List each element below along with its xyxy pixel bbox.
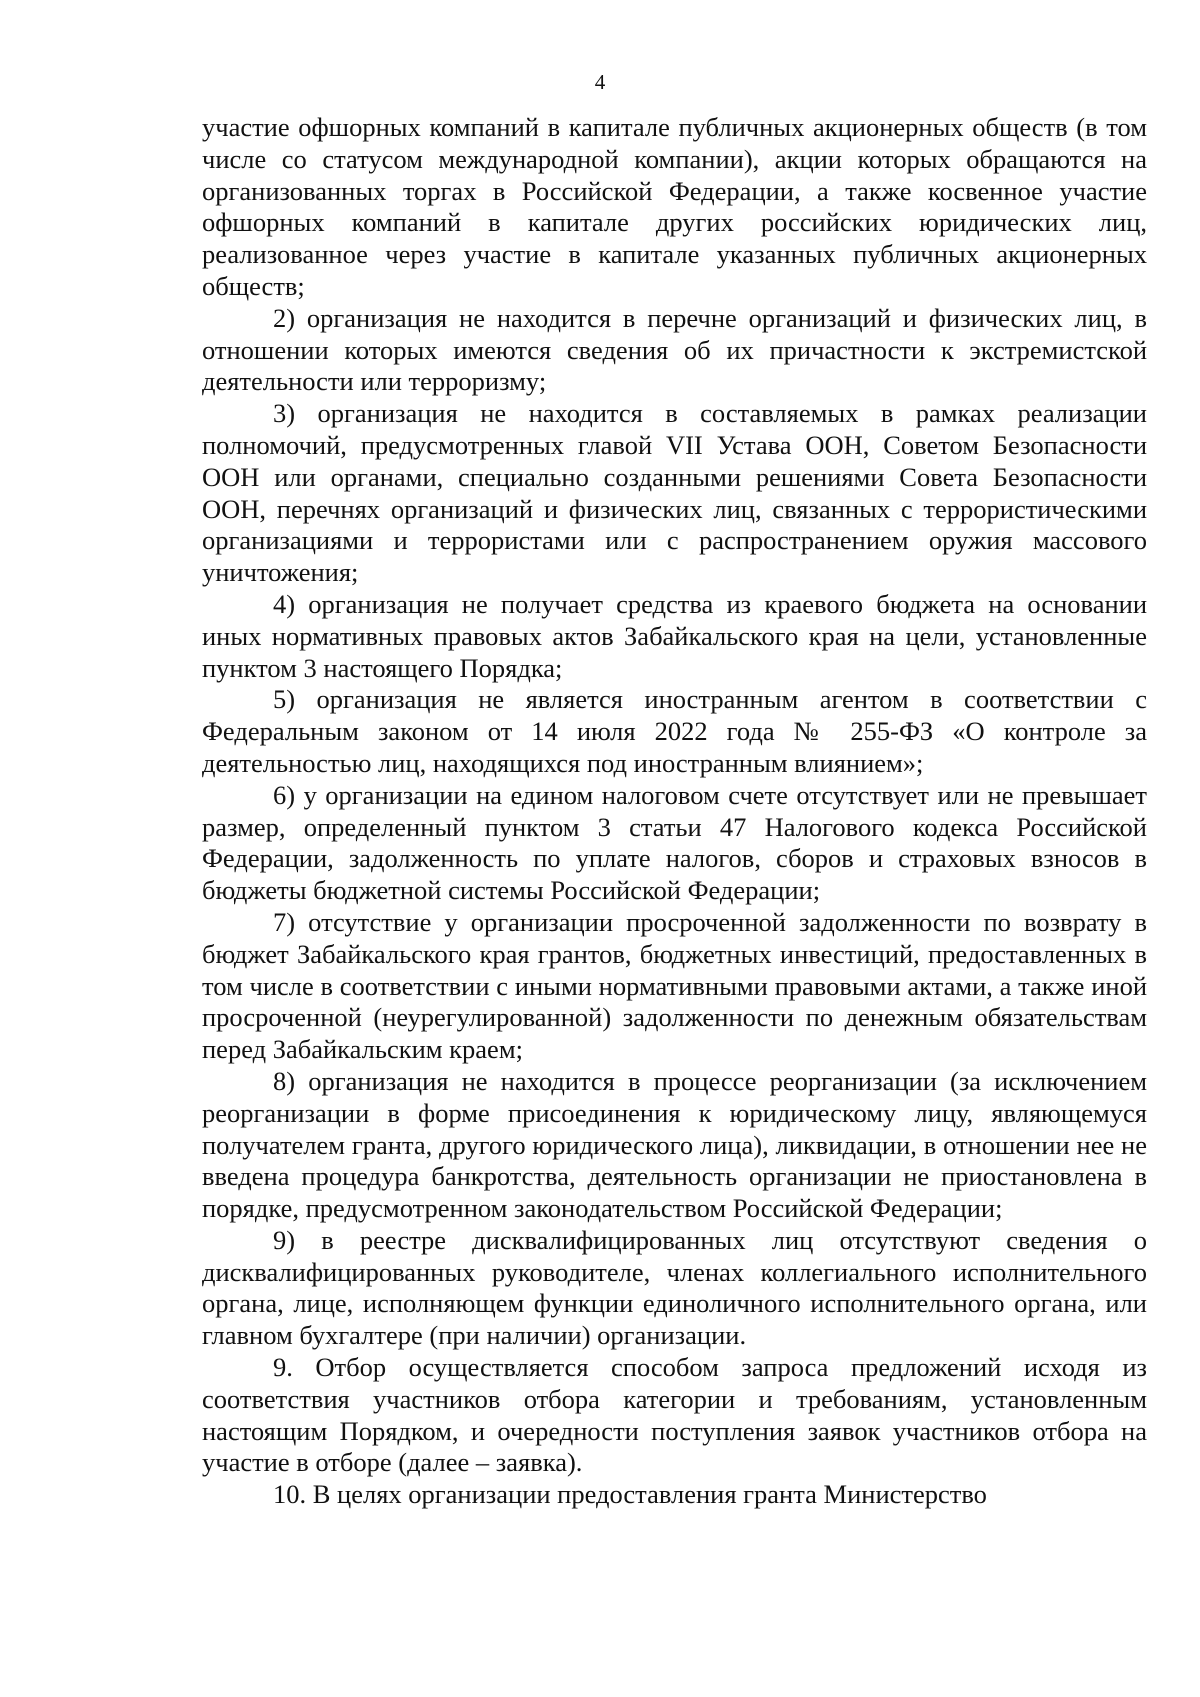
paragraph-item-9: 9) в реестре дисквалифицированных лиц отсутствуют сведения о дисквалифицированных руководителе, членах коллегиального исполнительного органа, лице, исполняющем функции единоличного исполнительного органа, или главном бухгалтере (при наличии) организации. — [202, 1224, 1147, 1351]
paragraph-item-3: 3) организация не находится в составляемых в рамках реализации полномочий, предусмотренных главой VII Устава ООН, Советом Безопасности ООН или органами, специально созданными решениями Совета Безопасности ООН, перечнях организаций и физических лиц, связанных с террористическими организациями и террористами или с распространением оружия массового уничтожения; — [202, 398, 1147, 588]
paragraph-item-8: 8) организация не находится в процессе реорганизации (за исключением реорганизации в форме присоединения к юридическому лицу, являющемуся получателем гранта, другого юридического лица), ликвидации, в отношении нее не введена процедура банкротства, деятельность организации не приостановлена в порядке, предусмотренном законодательством Российской Федерации; — [202, 1065, 1147, 1224]
paragraph-section-9: 9. Отбор осуществляется способом запроса предложений исходя из соответствия участников отбора категории и требованиям, установленным настоящим Порядком, и очередности поступления заявок участников отбора на участие в отборе (далее – заявка). — [202, 1352, 1147, 1478]
document-body — [202, 112, 1147, 1511]
paragraph-item-5: 5) организация не является иностранным агентом в соответствии с Федеральным законом от 14 июля 2022 года № 255-ФЗ «О контроле за деятельностью лиц, находящихся под иностранным влиянием»; — [202, 684, 1147, 778]
paragraph-item-7: 7) отсутствие у организации просроченной задолженности по возврату в бюджет Забайкальского края грантов, бюджетных инвестиций, предоставленных в том числе в соответствии с иными нормативными правовыми актами, а также иной просроченной (неурегулированной) задолженности по денежным обязательствам перед Забайкальским краем; — [202, 906, 1147, 1065]
paragraph-item-2: 2) организация не находится в перечне организаций и физических лиц, в отношении которых имеются сведения об их причастности к экстремистской деятельности или терроризму; — [202, 302, 1147, 397]
paragraph-item-4: 4) организация не получает средства из краевого бюджета на основании иных нормативных правовых актов Забайкальского края на цели, установленные пунктом 3 настоящего Порядка; — [202, 588, 1147, 683]
page-number: 4 — [594, 70, 606, 94]
paragraph-item-6: 6) у организации на едином налоговом счете отсутствует или не превышает размер, определенный пунктом 3 статьи 47 Налогового кодекса Российской Федерации, задолженность по уплате налогов, сборов и страховых взносов в бюджеты бюджетной системы Российской Федерации; — [202, 779, 1147, 906]
paragraph-offshore-participation: участие офшорных компаний в капитале публичных акционерных обществ (в том числе со статусом международной компании), акции которых обращаются на организованных торгах в Российской Федерации, а также косвенное участие офшорных компаний в капитале других российских юридических лиц, реализованное через участие в капитале указанных публичных акционерных обществ; — [202, 112, 1147, 301]
paragraph-section-10: 10. В целях организации предоставления гранта Министерство — [273, 1479, 987, 1510]
